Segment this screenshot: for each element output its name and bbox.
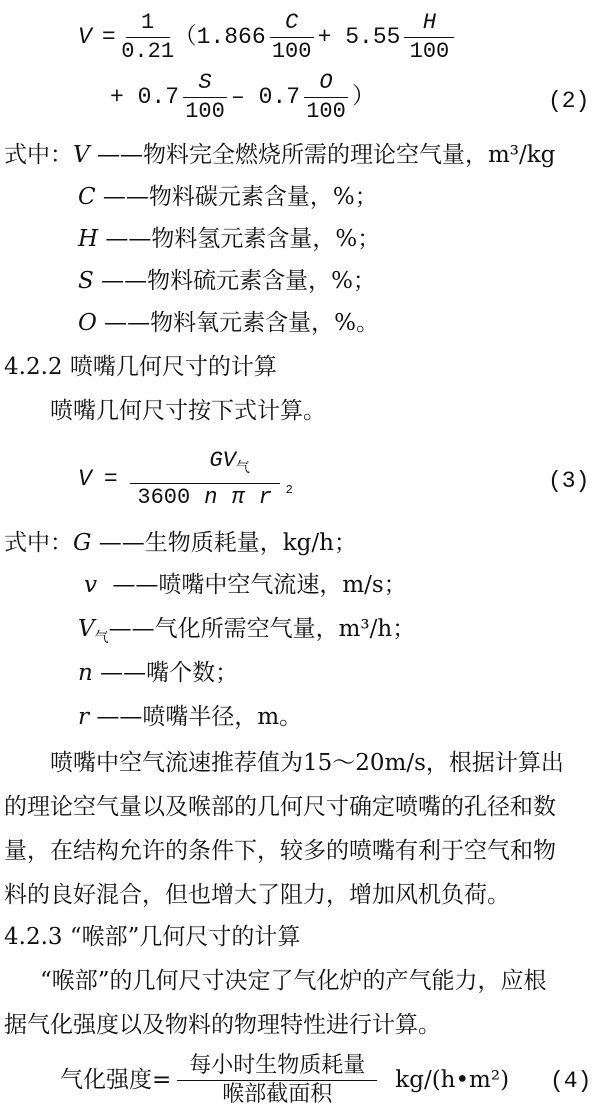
eq2-o-num: O xyxy=(319,69,333,95)
eq2-s-fraction xyxy=(183,71,227,124)
fraction-bar xyxy=(126,37,170,38)
eq3-num: GV xyxy=(209,447,236,473)
eq3-den-c: π xyxy=(231,484,245,510)
section-4-2-3-line-1: 据气化强度以及物料的物理特性进行计算。 xyxy=(4,1012,441,1038)
defs2-symbol: V xyxy=(78,616,95,642)
defs2-row-3 xyxy=(78,658,238,688)
eq4-fraction xyxy=(177,1054,377,1107)
equation-4 xyxy=(60,1050,509,1110)
equation-2-line-2 xyxy=(110,70,375,124)
section-4-2-3-line-0: “喉部”的几何尺寸决定了气化炉的产气能力，应根 xyxy=(40,968,547,994)
eq2-s-num: S xyxy=(198,69,212,95)
eq3-denominator xyxy=(137,486,271,510)
defs2-symbol: r xyxy=(78,704,89,730)
defs1-row-4 xyxy=(78,308,379,338)
defs2-row-4 xyxy=(78,702,302,732)
fraction-bar xyxy=(177,1080,377,1081)
eq2-close-paren: ） xyxy=(352,84,376,110)
fraction-bar xyxy=(404,37,454,38)
defs1-symbol: O xyxy=(78,310,97,336)
eq3-fraction xyxy=(130,449,280,510)
eq4-den: 喉部截面积 xyxy=(222,1081,333,1107)
defs1-intro: 式中： xyxy=(4,142,73,168)
section-4-2-2-paragraph: 喷嘴几何尺寸按下式计算。 xyxy=(50,398,326,424)
fraction-bar xyxy=(130,483,280,484)
eq2-h-fraction xyxy=(404,11,454,64)
eq3-den-a: 3600 xyxy=(137,484,191,510)
defs2-text: ——生物质耗量，kg/h； xyxy=(98,530,357,556)
defs1-symbol: V xyxy=(73,142,90,168)
defs2-symbol-sub: 气 xyxy=(94,630,109,646)
defs1-symbol: C xyxy=(78,184,96,210)
eq2-c-fraction xyxy=(270,11,314,64)
eq2-o-den: 100 xyxy=(306,98,346,124)
defs2-row-0 xyxy=(4,528,357,558)
eq2-line2-prefix: + 0.7 xyxy=(110,84,180,110)
flow-para-line-2: 量，在结构允许的条件下，较多的喷嘴有利于空气和物 xyxy=(4,838,556,864)
eq2-outer-num: 1 xyxy=(141,9,155,35)
defs2-symbol: n xyxy=(78,660,93,686)
defs2-text: ——嘴个数； xyxy=(100,660,239,686)
equation-2-line-1 xyxy=(78,9,454,64)
eq4-num: 每小时生物质耗量 xyxy=(189,1052,366,1078)
eq2-minus-term: – 0.7 xyxy=(231,84,301,110)
defs2-symbol: v xyxy=(84,572,97,598)
defs2-row-1 xyxy=(84,570,407,600)
eq2-outer-fraction xyxy=(121,9,175,64)
defs1-row-1 xyxy=(78,182,378,212)
defs1-row-3 xyxy=(78,266,376,296)
eq2-lhs: V xyxy=(78,24,92,50)
defs2-text: ——喷嘴半径，m。 xyxy=(96,704,303,730)
defs2-intro: 式中： xyxy=(4,530,73,556)
eq2-c-den: 100 xyxy=(271,38,312,64)
equation-3 xyxy=(78,447,293,510)
eq2-plus-term: + 5.55 xyxy=(317,24,401,50)
eq4-lhs: 气化强度= xyxy=(60,1067,172,1093)
defs1-symbol: S xyxy=(78,268,94,294)
eq2-h-den: 100 xyxy=(409,38,450,64)
defs1-row-0 xyxy=(4,140,555,170)
eq3-lhs: V xyxy=(78,466,92,492)
defs2-symbol: G xyxy=(73,530,92,556)
eq4-unit: kg/(h•m²) xyxy=(395,1067,510,1093)
eq2-s-den: 100 xyxy=(185,98,225,124)
defs2-row-2 xyxy=(78,614,415,653)
defs1-text: ——物料碳元素含量，%； xyxy=(102,184,378,210)
fraction-bar xyxy=(270,37,314,38)
eq2-outer-den: 0.21 xyxy=(121,38,175,64)
defs1-text: ——物料氧元素含量，%。 xyxy=(104,310,380,336)
defs1-text: ——物料完全燃烧所需的理论空气量，m³/kg xyxy=(96,142,556,168)
eq3-numerator xyxy=(159,449,249,481)
eq3-equals: = xyxy=(103,466,118,492)
eq3-den-exp: 2 xyxy=(285,483,293,497)
eq2-equals: = xyxy=(101,24,116,50)
defs1-row-2 xyxy=(78,224,380,254)
eq3-den-b: n xyxy=(204,484,218,510)
equation-2-number: (2) xyxy=(548,88,590,114)
fraction-bar xyxy=(304,97,348,98)
flow-para-line-0: 喷嘴中空气流速推荐值为15～20m/s，根据计算出 xyxy=(50,750,564,776)
defs2-text: ——气化所需空气量，m³/h； xyxy=(108,616,416,642)
defs2-text: ——喷嘴中空气流速，m/s； xyxy=(112,572,407,598)
fraction-bar xyxy=(183,97,227,98)
section-heading-4-2-2: 4.2.2 喷嘴几何尺寸的计算 xyxy=(4,354,277,380)
defs1-symbol: H xyxy=(78,226,99,252)
defs1-text: ——物料氢元素含量，%； xyxy=(105,226,381,252)
eq2-h-num: H xyxy=(422,9,437,35)
equation-4-number: (4) xyxy=(550,1068,592,1094)
eq2-o-fraction xyxy=(304,71,348,124)
flow-para-line-3: 料的良好混合，但也增大了阻力，增加风机负荷。 xyxy=(4,882,510,908)
defs1-text: ——物料硫元素含量，%； xyxy=(101,268,376,294)
eq2-c-num: C xyxy=(285,9,299,35)
eq2-open-paren: （1.866 xyxy=(173,24,266,50)
flow-para-line-1: 的理论空气量以及喉部的几何尺寸确定喷嘴的孔径和数 xyxy=(4,794,556,820)
eq3-den-d: r xyxy=(258,484,272,510)
equation-3-number: (3) xyxy=(548,468,590,494)
section-heading-4-2-3: 4.2.3 “喉部”几何尺寸的计算 xyxy=(4,924,301,950)
eq3-num-sub: 气 xyxy=(235,460,250,477)
